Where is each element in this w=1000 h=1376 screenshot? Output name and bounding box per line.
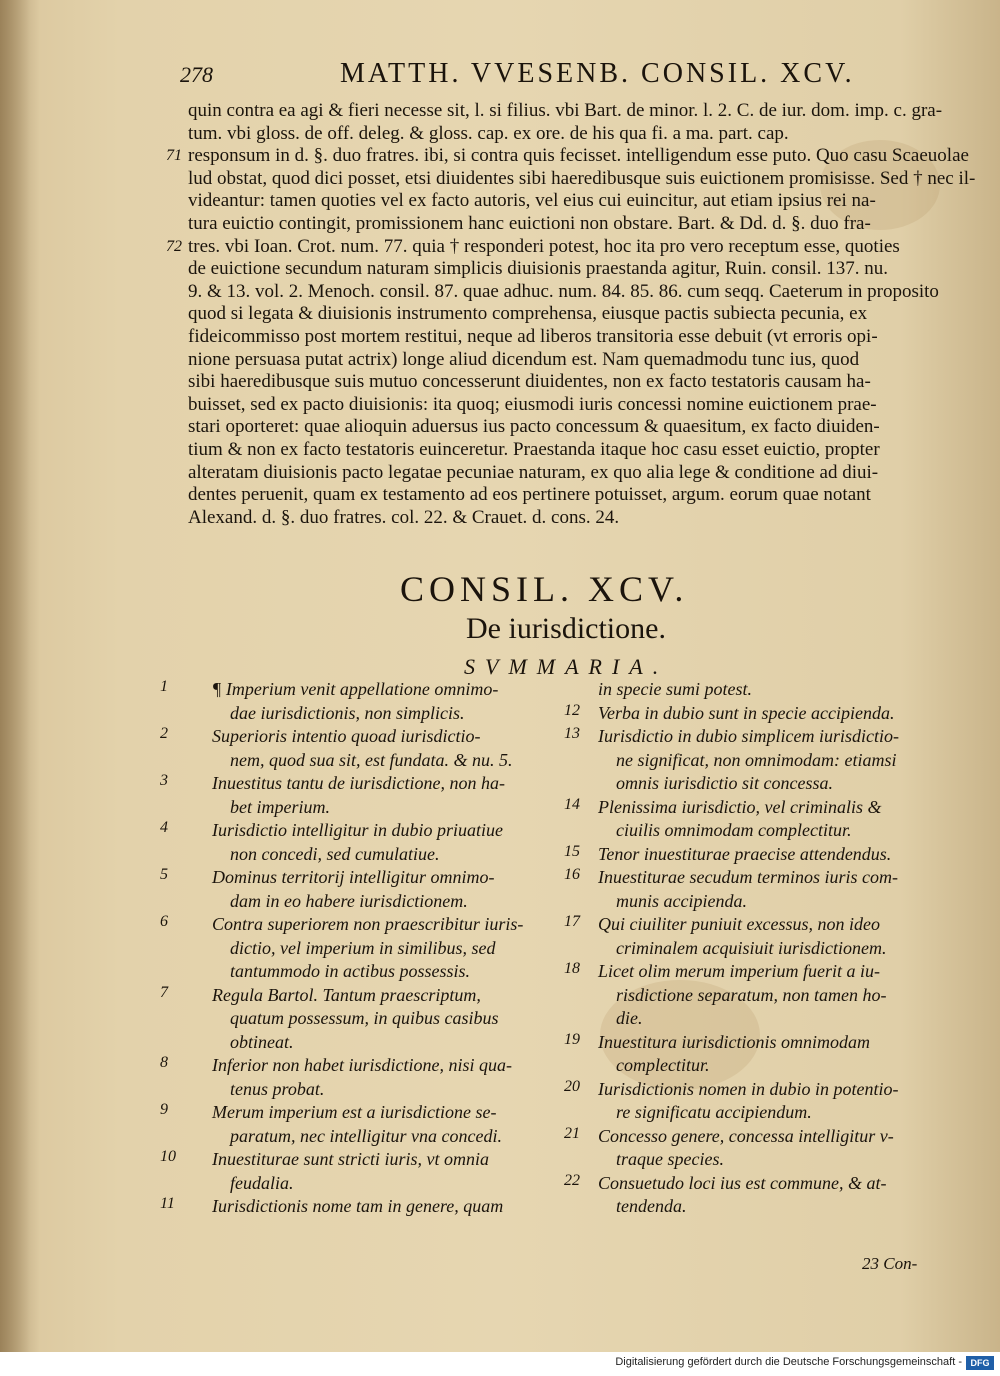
summaria-line: Iurisdictionis nomen in dubio in potentio- — [598, 1078, 899, 1099]
summaria-line: tenus probat. — [230, 1078, 325, 1099]
summaria-entry — [564, 702, 964, 726]
text-line — [188, 462, 958, 485]
text-line — [188, 394, 958, 417]
summaria-number: 19 — [564, 1030, 580, 1048]
line-text: dentes peruenit, quam ex testamento ad eos pertinere potuisset, argum. eorum quae notant — [188, 484, 871, 506]
summaria-number: 18 — [564, 960, 580, 977]
summaria-line: munis accipienda. — [616, 890, 747, 911]
summaria-line: Concesso genere, concessa intelligitur v- — [598, 1125, 894, 1146]
summaria-number: 22 — [564, 1171, 580, 1189]
summaria-entry — [160, 678, 580, 725]
summaria-line: quatum possessum, in quibus casibus — [230, 1008, 499, 1028]
digitization-footer — [0, 1352, 1000, 1376]
text-line — [166, 145, 969, 168]
summaria-line: tendenda. — [616, 1196, 687, 1216]
summaria-line: Contra superiorem non praescribitur iuris- — [212, 914, 524, 934]
footer-credit: Digitalisierung gefördert durch die Deutsche Forschungsgemeinschaft - — [615, 1356, 962, 1368]
summaria-line: criminalem acquisiuit iurisdictionem. — [616, 937, 887, 958]
line-text: lud obstat, quod dici posset, etsi diuidentes sibi haeredibusque suis euictionem promisisse. Sed † nec il- — [188, 167, 976, 189]
summaria-line: Qui ciuiliter puniuit excessus, non ideo — [598, 914, 880, 934]
summaria-entry — [564, 796, 964, 843]
summaria-entry — [564, 866, 964, 913]
summaria-line: Tenor inuestiturae praecise attendendus. — [598, 843, 892, 864]
summaria-number: 3 — [160, 772, 168, 789]
line-text: de euictione secundum naturam simplicis diuisionis praestanda agitur, Ruin. consil. 137. nu. — [188, 258, 889, 280]
text-line — [188, 416, 958, 439]
summaria-entry — [564, 960, 964, 1031]
summaria-line: Iurisdictio intelligitur in dubio priuatiue — [212, 820, 503, 840]
summaria-line: dam in eo habere iurisdictionem. — [230, 890, 468, 911]
summaria-entry — [564, 1078, 964, 1125]
summaria-line: ciuilis omnimodam complectitur. — [616, 820, 852, 840]
summaria-line: bet imperium. — [230, 796, 330, 817]
summaria-number: 20 — [564, 1077, 580, 1095]
summaria-entry — [564, 1125, 964, 1172]
summaria-line: Superioris intentio quoad iurisdictio- — [212, 726, 481, 746]
summaria-number: 21 — [564, 1124, 580, 1142]
text-line — [188, 281, 958, 304]
line-text: tum. vbi gloss. de off. deleg. & gloss. cap. ex ore. de his qua fi. a ma. part. cap. — [188, 122, 789, 144]
text-line — [188, 123, 958, 146]
line-text: responsum in d. §. duo fratres. ibi, si contra quis fecisset. intelligendum esse puto. Quo casu Scaeuolae — [188, 145, 969, 167]
summaria-line: Inuestiturae sunt stricti iuris, vt omnia — [212, 1149, 489, 1169]
summaria-entry — [160, 819, 580, 866]
line-text: buisset, sed ex pacto diuisionis: ita quoq; eiusmodi iuris concessi nomine euictionem prae- — [188, 393, 877, 415]
summaria-entry — [160, 1195, 580, 1219]
summaria-number: 1 — [160, 678, 168, 695]
text-line — [188, 349, 958, 372]
summaria-line: Plenissima iurisdictio, vel criminalis & — [598, 796, 882, 817]
summaria-number: 14 — [564, 795, 580, 813]
summaria-entry — [564, 678, 964, 702]
summaria-entry — [160, 1101, 580, 1148]
summaria-entry — [564, 843, 964, 867]
text-line — [188, 439, 958, 462]
line-text: alteratam diuisionis pacto legatae pecuniae naturam, ex quo alia lege & conditione ad diui- — [188, 461, 879, 483]
summaria-number: 9 — [160, 1101, 168, 1118]
summaria-number: 10 — [160, 1148, 176, 1165]
summaria-number: 2 — [160, 725, 168, 742]
summaria-line: risdictione separatum, non tamen ho- — [616, 984, 887, 1005]
margin-number: 71 — [166, 147, 182, 165]
line-text: stari oporteret: quae alioquin aduersus ius pacto concessum & quaesitum, ex facto diuiden- — [188, 416, 880, 438]
summaria-line: dae iurisdictionis, non simplicis. — [230, 702, 465, 723]
summaria-number: 11 — [160, 1195, 175, 1212]
summaria-line: Licet olim merum imperium fuerit a iu- — [598, 961, 880, 981]
summaria-number: 8 — [160, 1054, 168, 1071]
summaria-line: in specie sumi potest. — [598, 679, 752, 699]
running-head: MATTH. VVESENB. CONSIL. XCV. — [340, 58, 855, 89]
summaria-label: SVMMARIA. — [464, 654, 669, 679]
summaria-number: 4 — [160, 819, 168, 836]
summaria-line: traque species. — [616, 1149, 724, 1169]
text-line — [188, 507, 958, 530]
summaria-line: ne significat, non omnimodam: etiamsi — [616, 749, 897, 770]
summaria-number: 6 — [160, 913, 168, 930]
summaria-line: Inuestitura iurisdictionis omnimodam — [598, 1031, 871, 1052]
summaria-line: non concedi, sed cumulatiue. — [230, 843, 440, 864]
consil-title: CONSIL. XCV. — [400, 569, 689, 609]
text-line — [188, 167, 976, 191]
summaria-line: feudalia. — [230, 1172, 294, 1193]
text-line — [188, 258, 958, 281]
summaria-entry — [160, 866, 580, 913]
summaria-line: ¶ Imperium venit appellatione omnimo- — [212, 679, 499, 699]
summaria-line: Merum imperium est a iurisdictione se- — [212, 1102, 497, 1122]
line-text: fideicommisso post mortem restitui, neque ad liberos transitoria esse debuit (vt erroris opi- — [188, 325, 878, 347]
text-line — [188, 303, 958, 326]
body-text — [166, 100, 976, 529]
summaria-number: 7 — [160, 983, 168, 1001]
summaria-line: re significatu accipiendum. — [616, 1102, 812, 1122]
line-text: nione persuasa putat actrix) longe aliud dicendum est. Nam quemadmodu tunc ius, quod — [188, 348, 860, 370]
summaria-entry — [160, 1148, 580, 1195]
summaria-number: 12 — [564, 701, 580, 719]
line-text: Alexand. d. §. duo fratres. col. 22. & Crauet. d. cons. 24. — [188, 506, 620, 528]
margin-number: 72 — [166, 237, 182, 255]
text-line — [188, 213, 958, 236]
summaria-line: Inuestiturae secudum terminos iuris com- — [598, 867, 898, 887]
line-text: quin contra ea agi & fieri necesse sit, l. si filius. vbi Bart. de minor. l. 2. C. de iur. dom. imp. c. gra- — [188, 100, 943, 121]
summaria-line: die. — [616, 1008, 643, 1028]
summaria-entry — [160, 984, 580, 1055]
catchword: 23 Con- — [862, 1254, 918, 1273]
summaria-line: Verba in dubio sunt in specie accipienda. — [598, 702, 895, 723]
text-line — [188, 326, 958, 349]
summaria-line: Iurisdictionis nome tam in genere, quam — [212, 1196, 504, 1216]
summaria-line: Iurisdictio in dubio simplicem iurisdictio- — [598, 726, 899, 746]
summaria-line: complectitur. — [616, 1055, 710, 1075]
page-number: 278 — [180, 62, 213, 87]
summaria-number: 15 — [564, 842, 580, 860]
summaria-left-column — [160, 678, 580, 1219]
text-line — [188, 371, 958, 394]
summaria-line: Inuestitus tantu de iurisdictione, non ha- — [212, 773, 505, 793]
summaria-line: dictio, vel imperium in similibus, sed — [230, 937, 496, 958]
summaria-line: nem, quod sua sit, est fundata. & nu. 5. — [230, 749, 513, 770]
summaria-entry — [160, 772, 580, 819]
summaria-line: paratum, nec intelligitur vna concedi. — [230, 1125, 502, 1146]
summaria-entry — [160, 1054, 580, 1101]
summaria-right-column — [564, 678, 964, 1219]
summaria-entry — [564, 913, 964, 960]
page-header — [180, 58, 960, 98]
dfg-logo-icon: DFG — [966, 1356, 994, 1370]
line-text: quod si legata & diuisionis instrumento comprehensa, eiusque pactis subiecta pecunia, ex — [188, 303, 868, 325]
text-line — [188, 100, 958, 123]
summaria-entry — [160, 913, 580, 984]
line-text: tura euictio contingit, promissionem hanc euictioni non obstare. Bart. & Dd. d. §. duo fra- — [188, 212, 871, 234]
text-line — [188, 484, 958, 507]
summaria-line: Dominus territorij intelligitur omnimo- — [212, 867, 495, 887]
summaria-line: Inferior non habet iurisdictione, nisi qua- — [212, 1055, 512, 1075]
summaria-number: 5 — [160, 866, 168, 883]
summaria-line: omnis iurisdictio sit concessa. — [616, 773, 833, 793]
summaria-entry — [564, 725, 964, 796]
section-title: De iurisdictione. — [466, 612, 666, 645]
text-line — [166, 235, 958, 259]
summaria-entry — [160, 725, 580, 772]
summaria-entry — [564, 1172, 964, 1219]
text-line — [188, 190, 958, 213]
line-text: 9. & 13. vol. 2. Menoch. consil. 87. quae adhuc. num. 84. 85. 86. cum seqq. Caeterum in proposito — [188, 280, 939, 302]
summaria-line: tantummodo in actibus possessis. — [230, 961, 471, 981]
line-text: sibi haeredibusque suis mutuo concesserunt diuidentes, non ex facto testatoris causam ha- — [188, 371, 871, 393]
summaria-line: Consuetudo loci ius est commune, & at- — [598, 1172, 887, 1193]
summaria-number: 13 — [564, 725, 580, 742]
line-text: tium & non ex facto testatoris euinceretur. Praestanda itaque hoc casu esset euictio, propter — [188, 438, 880, 460]
summaria-line: Regula Bartol. Tantum praescriptum, — [212, 984, 481, 1005]
line-text: videantur: tamen quoties vel ex facto autoris, vel eius cui euincitur, aut etiam ipsius rei na- — [188, 190, 876, 212]
summaria-number: 17 — [564, 913, 580, 930]
summaria-entry — [564, 1031, 964, 1078]
summaria-number: 16 — [564, 866, 580, 883]
line-text: tres. vbi Ioan. Crot. num. 77. quia † responderi potest, hoc ita pro vero receptum esse, quoties — [188, 235, 900, 257]
summaria-line: obtineat. — [230, 1031, 294, 1052]
